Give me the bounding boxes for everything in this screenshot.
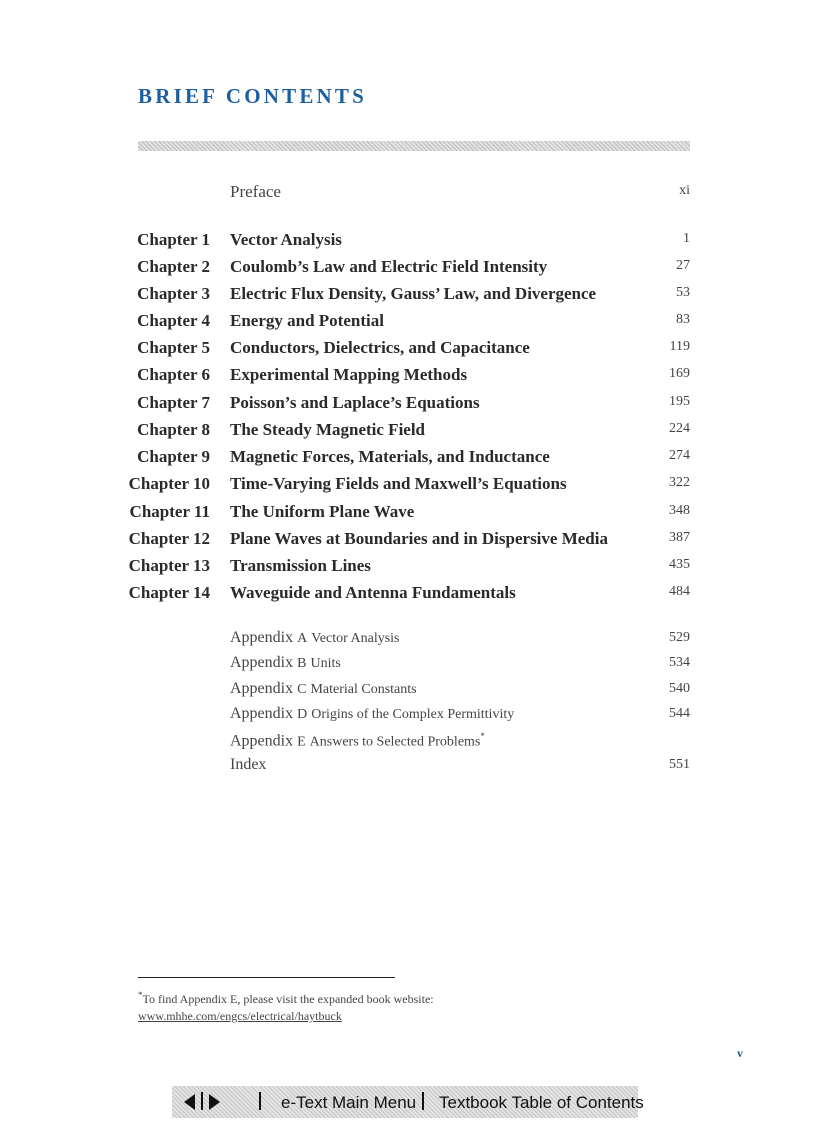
chapter-title[interactable]: The Uniform Plane Wave: [230, 502, 415, 521]
toc-row-chapter-9[interactable]: [0, 447, 816, 471]
footnote-text: To find Appendix E, please visit the expanded book website:: [142, 992, 434, 1006]
heading-divider: [138, 141, 690, 151]
chapter-page: 322: [669, 475, 690, 490]
chapter-title[interactable]: Waveguide and Antenna Fundamentals: [230, 583, 516, 602]
toc-row-chapter-6[interactable]: [0, 365, 816, 389]
chapter-page: 274: [669, 448, 690, 463]
chapter-label: Chapter 7: [137, 393, 210, 412]
appendix-title[interactable]: Appendix D Origins of the Complex Permittivity: [230, 705, 515, 722]
toc-row-chapter-2[interactable]: [0, 257, 816, 281]
chapter-title[interactable]: Transmission Lines: [230, 556, 371, 575]
textbook-toc-link[interactable]: Textbook Table of Contents: [439, 1093, 644, 1112]
e-text-main-menu-link[interactable]: e-Text Main Menu: [281, 1093, 417, 1112]
nav-separator: [201, 1092, 203, 1110]
appendix-title[interactable]: Appendix A Vector Analysis: [230, 629, 400, 646]
toc-row-appendix-e[interactable]: [0, 731, 816, 755]
chapter-label: Chapter 9: [137, 447, 210, 466]
nav-separator: [422, 1092, 424, 1110]
navigation-bar: [172, 1086, 644, 1118]
index-page: 551: [669, 757, 690, 772]
toc-row-chapter-13[interactable]: [0, 556, 816, 580]
footnote-link[interactable]: www.mhhe.com/engcs/electrical/haytbuck: [138, 1009, 342, 1023]
toc-row-chapter-5[interactable]: [0, 338, 816, 362]
chapter-title[interactable]: The Steady Magnetic Field: [230, 420, 426, 439]
next-page-icon[interactable]: [209, 1094, 220, 1110]
preface-row[interactable]: [0, 182, 816, 206]
appendix-page: 540: [669, 681, 690, 696]
chapter-title[interactable]: Vector Analysis: [230, 230, 342, 249]
toc-row-chapter-8[interactable]: [0, 420, 816, 444]
chapter-title[interactable]: Poisson’s and Laplace’s Equations: [230, 393, 480, 412]
chapter-title[interactable]: Energy and Potential: [230, 311, 384, 330]
chapter-page: 195: [669, 394, 690, 409]
chapter-page: 83: [676, 312, 690, 327]
chapter-page: 348: [669, 503, 690, 518]
appendix-page: 529: [669, 630, 690, 645]
chapter-label: Chapter 13: [128, 556, 210, 575]
chapter-page: 387: [669, 530, 690, 545]
toc-row-chapter-7[interactable]: [0, 393, 816, 417]
chapter-title[interactable]: Coulomb’s Law and Electric Field Intensity: [230, 257, 548, 276]
toc-row-chapter-1[interactable]: [0, 230, 816, 254]
chapter-page: 435: [669, 557, 690, 572]
toc-row-index[interactable]: [0, 756, 816, 780]
chapter-page: 169: [669, 366, 690, 381]
toc-row-chapter-14[interactable]: [0, 583, 816, 607]
chapter-title[interactable]: Time-Varying Fields and Maxwell’s Equations: [230, 474, 567, 493]
toc-row-chapter-11[interactable]: [0, 502, 816, 526]
chapter-title[interactable]: Plane Waves at Boundaries and in Dispersive Media: [230, 529, 608, 548]
footnote-marker: *: [480, 731, 485, 741]
appendix-title[interactable]: Appendix C Material Constants: [230, 680, 417, 697]
index-title[interactable]: Index: [230, 756, 267, 773]
chapter-label: Chapter 11: [129, 502, 210, 521]
chapter-label: Chapter 1: [137, 230, 210, 249]
chapter-label: Chapter 10: [128, 474, 210, 493]
chapter-page: 119: [669, 339, 690, 354]
previous-page-icon[interactable]: [184, 1094, 195, 1110]
chapter-title[interactable]: Electric Flux Density, Gauss’ Law, and Divergence: [230, 284, 597, 303]
chapter-label: Chapter 14: [128, 583, 210, 602]
toc-row-appendix-b[interactable]: [0, 654, 816, 678]
toc-row-chapter-12[interactable]: [0, 529, 816, 553]
appendix-title[interactable]: Appendix B Units: [230, 654, 341, 671]
chapter-page: 1: [683, 231, 690, 246]
appendix-title[interactable]: Appendix E Answers to Selected Problems*: [230, 731, 485, 750]
footnote-rule: [138, 977, 395, 978]
toc-row-appendix-a[interactable]: [0, 629, 816, 653]
chapter-label: Chapter 6: [137, 365, 210, 384]
toc-row-appendix-d[interactable]: [0, 705, 816, 729]
chapter-title[interactable]: Experimental Mapping Methods: [230, 365, 468, 384]
toc-row-chapter-4[interactable]: [0, 311, 816, 335]
chapter-label: Chapter 4: [137, 311, 210, 330]
chapter-label: Chapter 8: [137, 420, 210, 439]
chapter-label: Chapter 3: [137, 284, 210, 303]
page-number: v: [737, 1046, 743, 1060]
footnote-marker: *: [138, 990, 143, 1000]
chapter-label: Chapter 12: [128, 529, 210, 548]
chapter-page: 53: [676, 285, 690, 300]
chapter-page: 224: [669, 421, 690, 436]
preface-title[interactable]: Preface: [230, 182, 281, 201]
chapter-label: Chapter 2: [137, 257, 210, 276]
toc-row-chapter-3[interactable]: [0, 284, 816, 308]
footnote: [138, 987, 434, 1025]
chapter-page: 27: [676, 258, 690, 273]
page-title: BRIEF CONTENTS: [138, 84, 367, 108]
appendix-page: 544: [669, 706, 690, 721]
toc-row-appendix-c[interactable]: [0, 680, 816, 704]
chapter-page: 484: [669, 584, 690, 599]
toc-row-chapter-10[interactable]: [0, 474, 816, 498]
nav-separator: [259, 1092, 261, 1110]
chapter-title[interactable]: Magnetic Forces, Materials, and Inductance: [230, 447, 550, 466]
chapter-title[interactable]: Conductors, Dielectrics, and Capacitance: [230, 338, 530, 357]
preface-page: xi: [679, 183, 690, 198]
appendix-page: 534: [669, 655, 690, 670]
chapter-label: Chapter 5: [137, 338, 210, 357]
